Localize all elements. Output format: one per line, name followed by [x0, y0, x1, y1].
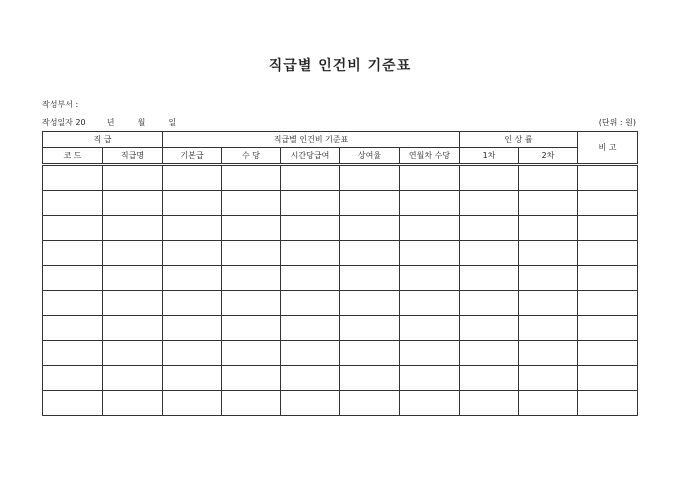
cell-leave-allowance[interactable]	[400, 266, 460, 291]
cell-bonus-rate[interactable]	[340, 241, 400, 266]
cell-leave-allowance[interactable]	[400, 191, 460, 216]
table-row	[43, 241, 638, 266]
table-body	[43, 165, 638, 416]
table-row	[43, 266, 638, 291]
cell-remark[interactable]	[578, 391, 638, 416]
date-day-label: 일	[168, 118, 177, 127]
cell-grade-name[interactable]	[103, 341, 163, 366]
cell-remark[interactable]	[578, 165, 638, 191]
cell-grade-name[interactable]	[103, 391, 163, 416]
header-cost: 직급별 인건비 기준표	[163, 132, 460, 148]
cell-base-pay[interactable]	[163, 391, 222, 416]
cell-grade-name[interactable]	[103, 316, 163, 341]
cell-bonus-rate[interactable]	[340, 216, 400, 241]
cell-hourly-pay[interactable]	[281, 391, 340, 416]
cell-base-pay[interactable]	[163, 216, 222, 241]
cell-allowance[interactable]	[222, 266, 281, 291]
date-label: 작성일자 20	[42, 118, 86, 127]
cell-hourly-pay[interactable]	[281, 341, 340, 366]
col-base-pay: 기본급	[163, 148, 222, 165]
cell-raise-1st[interactable]	[460, 165, 519, 191]
cell-raise-1st[interactable]	[460, 241, 519, 266]
cell-remark[interactable]	[578, 216, 638, 241]
cell-allowance[interactable]	[222, 241, 281, 266]
cell-base-pay[interactable]	[163, 165, 222, 191]
cell-grade-name[interactable]	[103, 241, 163, 266]
col-leave-allowance: 연월차 수당	[400, 148, 460, 165]
cell-leave-allowance[interactable]	[400, 291, 460, 316]
col-allowance: 수 당	[222, 148, 281, 165]
cell-grade-name[interactable]	[103, 191, 163, 216]
cell-hourly-pay[interactable]	[281, 216, 340, 241]
cell-grade-name[interactable]	[103, 291, 163, 316]
cell-allowance[interactable]	[222, 165, 281, 191]
date-month-label: 월	[137, 118, 146, 127]
table-row	[43, 341, 638, 366]
cell-leave-allowance[interactable]	[400, 216, 460, 241]
cell-raise-1st[interactable]	[460, 291, 519, 316]
cell-raise-1st[interactable]	[460, 316, 519, 341]
cell-allowance[interactable]	[222, 216, 281, 241]
col-raise-1st: 1차	[460, 148, 519, 165]
cell-bonus-rate[interactable]	[340, 341, 400, 366]
cell-bonus-rate[interactable]	[340, 366, 400, 391]
cell-remark[interactable]	[578, 316, 638, 341]
cell-raise-2nd[interactable]	[519, 391, 578, 416]
cell-code[interactable]	[43, 216, 103, 241]
table-row	[43, 216, 638, 241]
cell-code[interactable]	[43, 241, 103, 266]
cell-raise-1st[interactable]	[460, 341, 519, 366]
header-grade: 직 급	[43, 132, 163, 148]
cell-code[interactable]	[43, 316, 103, 341]
table-row	[43, 191, 638, 216]
cell-grade-name[interactable]	[103, 165, 163, 191]
date-year-label: 년	[106, 118, 115, 127]
cell-raise-1st[interactable]	[460, 191, 519, 216]
cell-allowance[interactable]	[222, 316, 281, 341]
cell-code[interactable]	[43, 291, 103, 316]
cell-raise-2nd[interactable]	[519, 216, 578, 241]
cell-raise-1st[interactable]	[460, 391, 519, 416]
cell-raise-2nd[interactable]	[519, 316, 578, 341]
header-remark: 비 고	[578, 132, 638, 165]
cell-leave-allowance[interactable]	[400, 316, 460, 341]
table-row	[43, 291, 638, 316]
cell-leave-allowance[interactable]	[400, 341, 460, 366]
cost-table	[42, 131, 638, 416]
cell-hourly-pay[interactable]	[281, 316, 340, 341]
cell-allowance[interactable]	[222, 291, 281, 316]
cell-base-pay[interactable]	[163, 291, 222, 316]
cell-remark[interactable]	[578, 266, 638, 291]
cell-raise-2nd[interactable]	[519, 341, 578, 366]
cell-raise-1st[interactable]	[460, 216, 519, 241]
cell-base-pay[interactable]	[163, 341, 222, 366]
cell-raise-2nd[interactable]	[519, 291, 578, 316]
cell-bonus-rate[interactable]	[340, 316, 400, 341]
cell-raise-2nd[interactable]	[519, 266, 578, 291]
cell-bonus-rate[interactable]	[340, 191, 400, 216]
cell-hourly-pay[interactable]	[281, 291, 340, 316]
cell-allowance[interactable]	[222, 191, 281, 216]
cell-code[interactable]	[43, 165, 103, 191]
table-row	[43, 366, 638, 391]
cell-code[interactable]	[43, 391, 103, 416]
cell-allowance[interactable]	[222, 341, 281, 366]
cell-raise-1st[interactable]	[460, 266, 519, 291]
cell-base-pay[interactable]	[163, 266, 222, 291]
dept-field-label: 작성부서 :	[42, 100, 79, 109]
cell-bonus-rate[interactable]	[340, 291, 400, 316]
header-raise-rate: 인 상 률	[460, 132, 578, 148]
cell-remark[interactable]	[578, 291, 638, 316]
cell-grade-name[interactable]	[103, 366, 163, 391]
cell-hourly-pay[interactable]	[281, 366, 340, 391]
cell-leave-allowance[interactable]	[400, 165, 460, 191]
cell-hourly-pay[interactable]	[281, 241, 340, 266]
cell-bonus-rate[interactable]	[340, 391, 400, 416]
cell-code[interactable]	[43, 266, 103, 291]
col-bonus-rate: 상여율	[340, 148, 400, 165]
cell-remark[interactable]	[578, 191, 638, 216]
col-code: 코 드	[43, 148, 103, 165]
cell-raise-2nd[interactable]	[519, 191, 578, 216]
cell-base-pay[interactable]	[163, 241, 222, 266]
col-raise-2nd: 2차	[519, 148, 578, 165]
table-row	[43, 316, 638, 341]
table-row	[43, 391, 638, 416]
cell-bonus-rate[interactable]	[340, 165, 400, 191]
form-title: 직급별 인건비 기준표	[268, 58, 412, 74]
cell-hourly-pay[interactable]	[281, 266, 340, 291]
cell-leave-allowance[interactable]	[400, 366, 460, 391]
cell-remark[interactable]	[578, 241, 638, 266]
cell-code[interactable]	[43, 191, 103, 216]
table-row	[43, 165, 638, 191]
cell-leave-allowance[interactable]	[400, 241, 460, 266]
col-grade-name: 직급명	[103, 148, 163, 165]
cell-code[interactable]	[43, 366, 103, 391]
cell-base-pay[interactable]	[163, 191, 222, 216]
cell-raise-2nd[interactable]	[519, 165, 578, 191]
cell-leave-allowance[interactable]	[400, 391, 460, 416]
cell-allowance[interactable]	[222, 391, 281, 416]
col-hourly-pay: 시간당급여	[281, 148, 340, 165]
cell-grade-name[interactable]	[103, 266, 163, 291]
cell-base-pay[interactable]	[163, 316, 222, 341]
cell-raise-2nd[interactable]	[519, 366, 578, 391]
cell-raise-2nd[interactable]	[519, 241, 578, 266]
cell-bonus-rate[interactable]	[340, 266, 400, 291]
cell-hourly-pay[interactable]	[281, 165, 340, 191]
cell-allowance[interactable]	[222, 366, 281, 391]
cell-remark[interactable]	[578, 341, 638, 366]
cell-hourly-pay[interactable]	[281, 191, 340, 216]
cell-code[interactable]	[43, 341, 103, 366]
date-field	[42, 117, 176, 128]
cell-remark[interactable]	[578, 366, 638, 391]
cell-raise-1st[interactable]	[460, 366, 519, 391]
unit-label: (단위 : 원)	[598, 118, 636, 127]
cell-grade-name[interactable]	[103, 216, 163, 241]
cell-base-pay[interactable]	[163, 366, 222, 391]
